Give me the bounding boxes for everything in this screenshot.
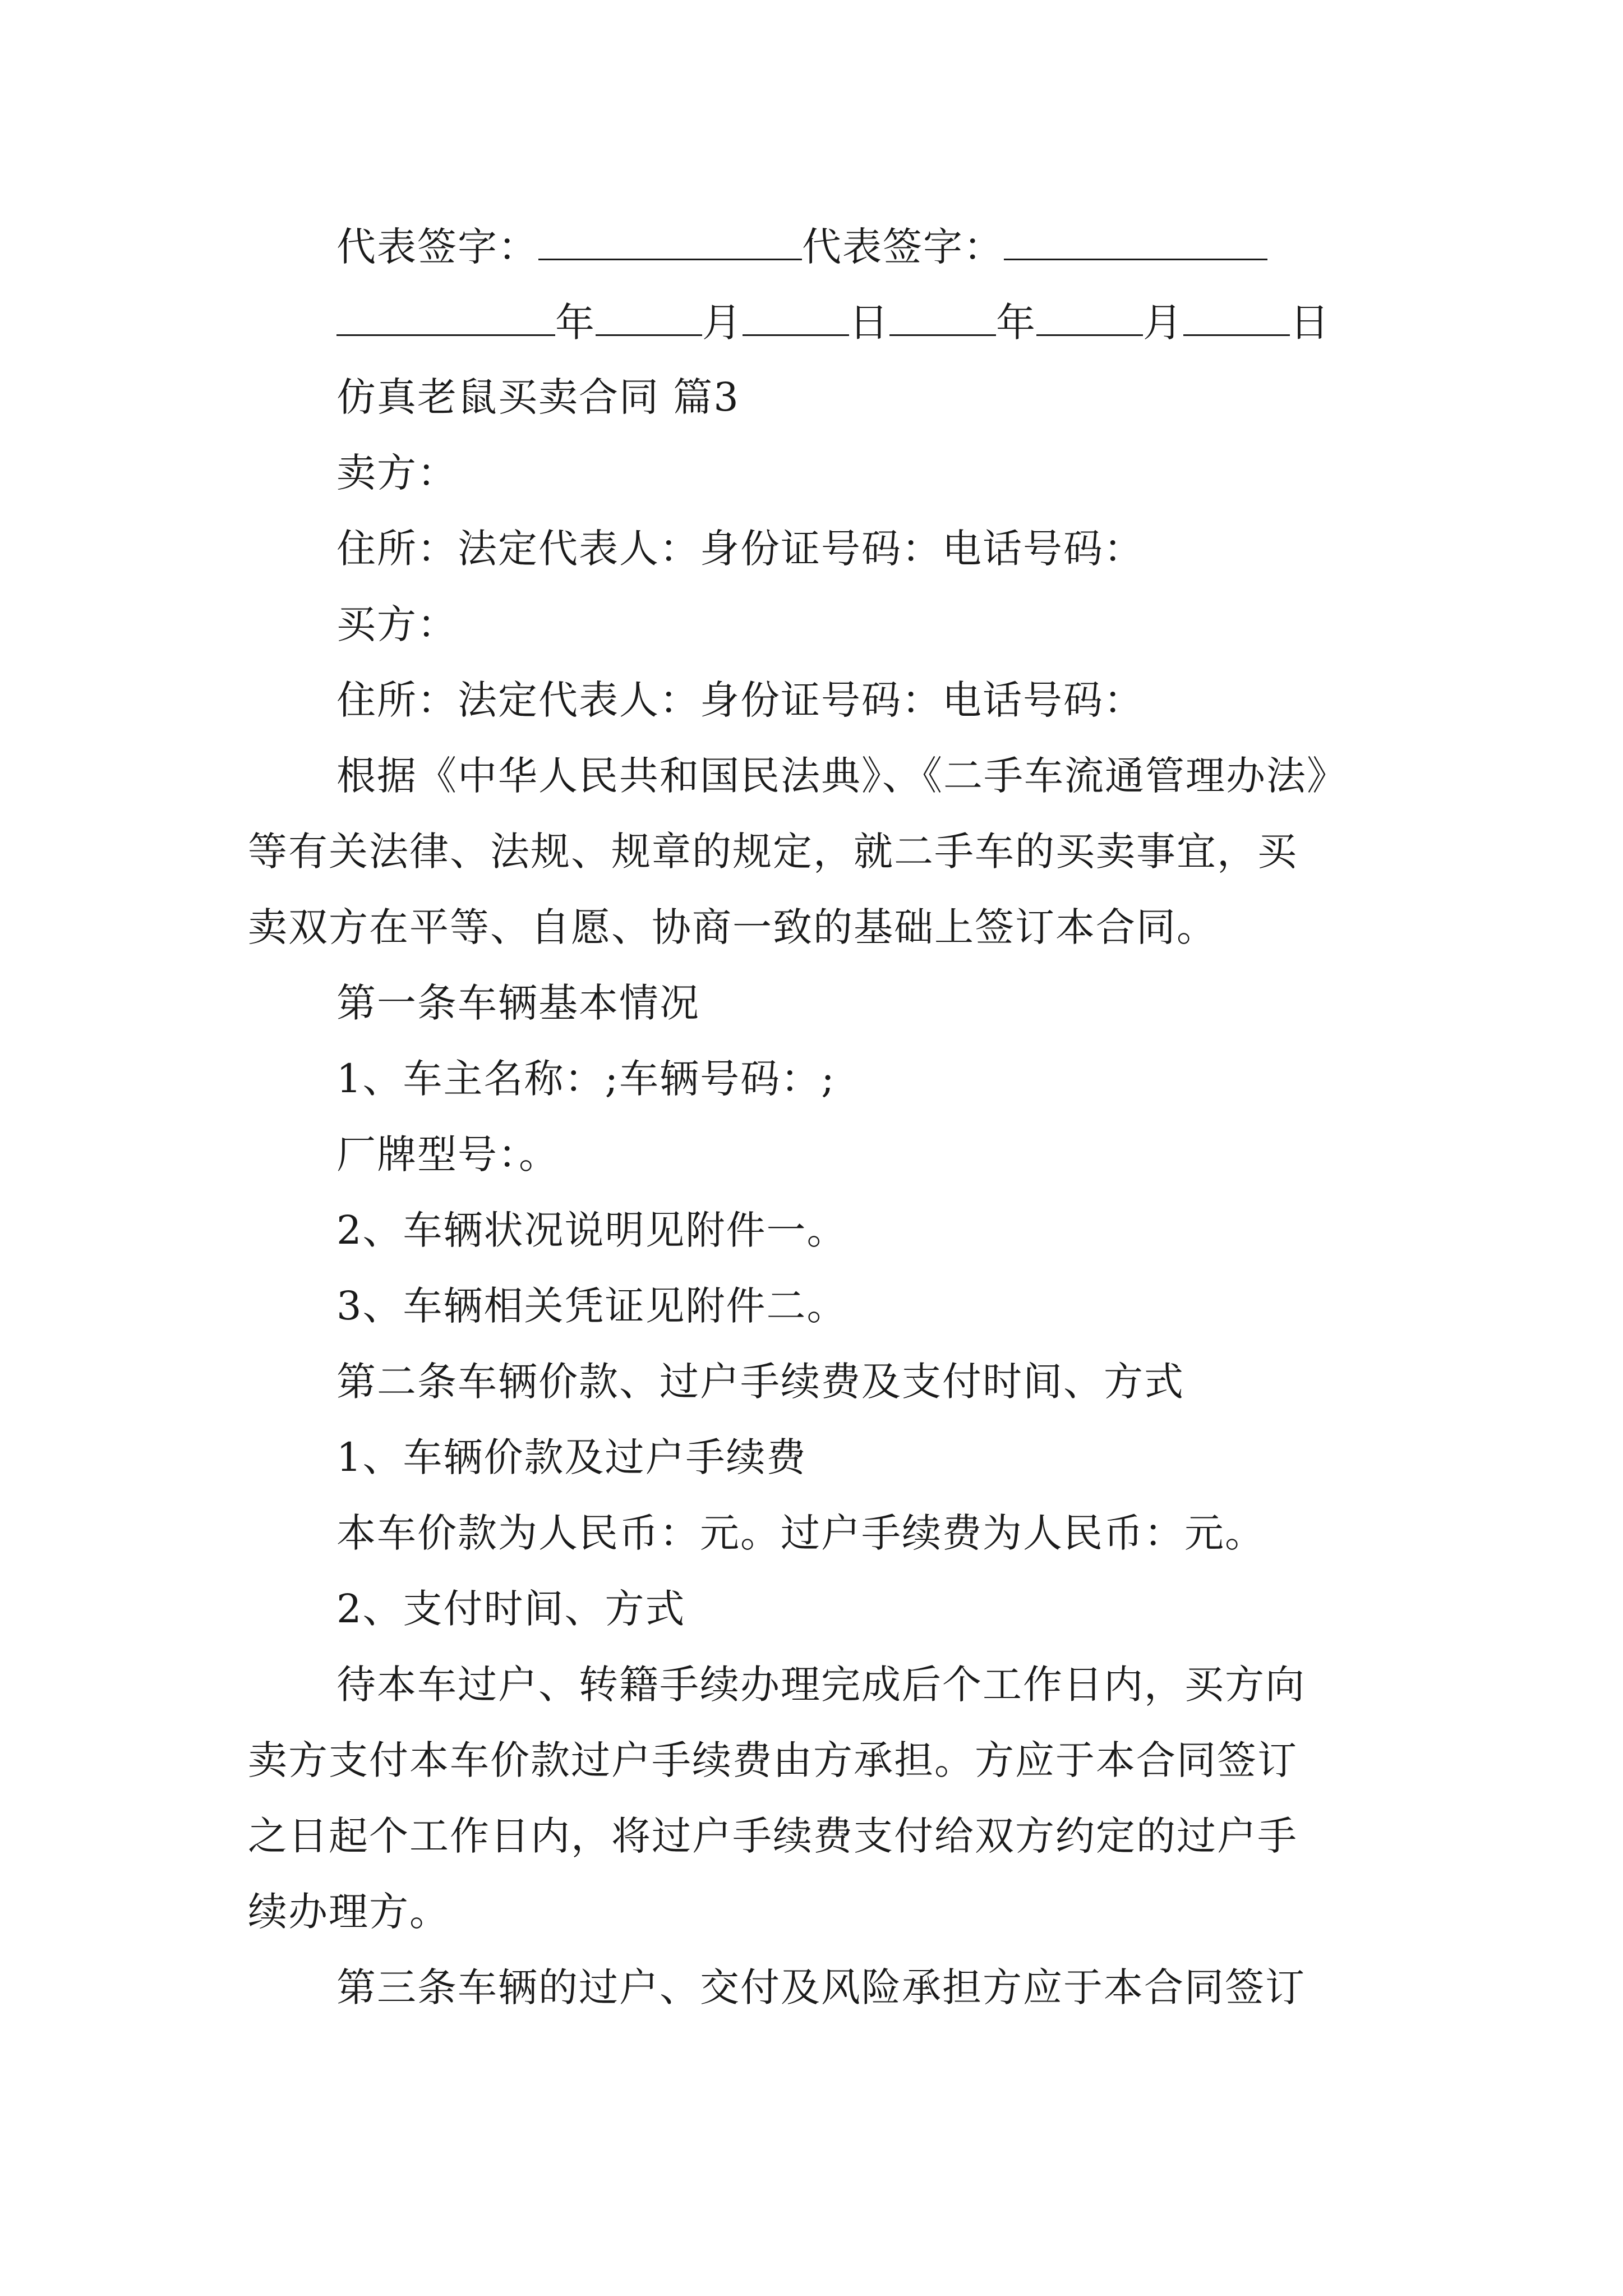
intro-line-1: 根据《中华人民共和国民法典》、《二手车流通管理办法》 bbox=[336, 753, 1347, 799]
article1-item3: 3、车辆相关凭证见附件二。 bbox=[336, 1283, 847, 1329]
date-blank-year-right bbox=[889, 297, 996, 336]
buyer-label: 买方： bbox=[336, 601, 458, 647]
date-blank-day-right bbox=[1183, 297, 1290, 336]
article2-sub1: 1、车辆价款及过户手续费 bbox=[336, 1434, 807, 1480]
article2-sub1-text: 本车价款为人民币：元。过户手续费为人民币：元。 bbox=[336, 1510, 1265, 1556]
date-year-right: 年 bbox=[996, 300, 1036, 346]
representative-signature-label-left: 代表签字： bbox=[336, 224, 538, 270]
article1-item1b: 厂牌型号：。 bbox=[336, 1131, 559, 1177]
article2-sub2-text-2: 卖方支付本车价款过户手续费由方承担。方应于本合同签订 bbox=[248, 1737, 1298, 1783]
article1-title: 第一条车辆基本情况 bbox=[336, 980, 700, 1026]
intro-line-2: 等有关法律、法规、规章的规定，就二手车的买卖事宜，买 bbox=[248, 829, 1298, 875]
date-blank-year-left bbox=[336, 297, 555, 336]
article3-title: 第三条车辆的过户、交付及风险承担方应于本合同签订 bbox=[336, 1964, 1306, 2010]
buyer-info: 住所：法定代表人：身份证号码：电话号码： bbox=[336, 677, 1144, 723]
signature-line bbox=[336, 222, 1469, 271]
seller-label: 卖方： bbox=[336, 450, 458, 496]
article1-item2: 2、车辆状况说明见附件一。 bbox=[336, 1207, 847, 1253]
date-year-left: 年 bbox=[555, 300, 596, 346]
section-title: 仿真老鼠买卖合同 篇3 bbox=[336, 374, 740, 420]
date-blank-month-left bbox=[596, 297, 702, 336]
article2-title: 第二条车辆价款、过户手续费及支付时间、方式 bbox=[336, 1359, 1184, 1405]
article2-sub2: 2、支付时间、方式 bbox=[336, 1586, 686, 1632]
date-month-right: 月 bbox=[1143, 300, 1183, 346]
date-blank-month-right bbox=[1036, 297, 1143, 336]
seller-info: 住所：法定代表人：身份证号码：电话号码： bbox=[336, 526, 1144, 572]
article1-item1: 1、车主名称：;车辆号码：; bbox=[336, 1056, 836, 1102]
date-day-right: 日 bbox=[1290, 300, 1330, 346]
article2-sub2-text-3: 之日起个工作日内，将过户手续费支付给双方约定的过户手 bbox=[248, 1813, 1298, 1859]
signature-blank-right bbox=[1004, 222, 1267, 260]
representative-signature-label-right: 代表签字： bbox=[802, 224, 1004, 270]
article2-sub2-text-1: 待本车过户、转籍手续办理完成后个工作日内，买方向 bbox=[336, 1662, 1306, 1708]
date-day-left: 日 bbox=[849, 300, 889, 346]
date-month-left: 月 bbox=[702, 300, 743, 346]
article2-sub2-text-4: 续办理方。 bbox=[248, 1889, 450, 1935]
signature-blank-left bbox=[538, 222, 802, 260]
date-blank-day-left bbox=[743, 297, 849, 336]
intro-line-3: 卖双方在平等、自愿、协商一致的基础上签订本合同。 bbox=[248, 904, 1217, 950]
date-line bbox=[336, 297, 1469, 347]
